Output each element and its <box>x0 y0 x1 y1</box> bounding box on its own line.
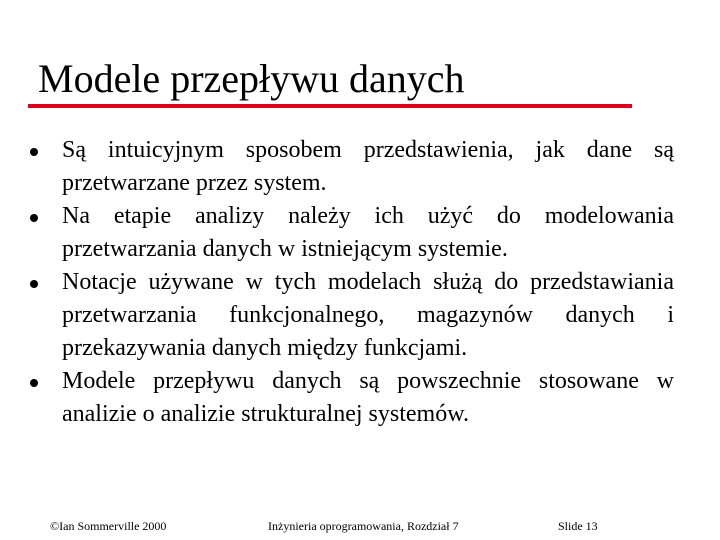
footer-slide-number: Slide 13 <box>558 519 598 533</box>
bullet-icon <box>30 379 38 387</box>
footer-course-title: Inżynieria oprogramowania, Rozdział 7 <box>268 519 459 533</box>
bullet-text: Notacje używane w tych modelach służą do przedstawiania przetwarzania funkcjonalnego, magazynów danych i przekazywania danych między funkcjami. <box>62 269 674 361</box>
bullet-icon <box>30 214 38 222</box>
bullet-text: Modele przepływu danych są powszechnie stosowane w analizie o analizie strukturalnej systemów. <box>62 368 674 427</box>
bullet-item <box>0 365 720 431</box>
bullet-list <box>0 134 720 431</box>
title-underline <box>28 104 632 108</box>
bullet-item <box>0 266 720 365</box>
bullet-text: Są intuicyjnym sposobem przedstawienia, jak dane są przetwarzane przez system. <box>62 137 674 196</box>
bullet-icon <box>30 280 38 288</box>
footer-copyright: ©Ian Sommerville 2000 <box>50 519 167 533</box>
bullet-item <box>0 200 720 266</box>
bullet-icon <box>30 148 38 156</box>
bullet-item <box>0 134 720 200</box>
slide-title: Modele przepływu danych <box>38 56 465 101</box>
bullet-text: Na etapie analizy należy ich użyć do modelowania przetwarzania danych w istniejącym systemie. <box>62 203 674 262</box>
